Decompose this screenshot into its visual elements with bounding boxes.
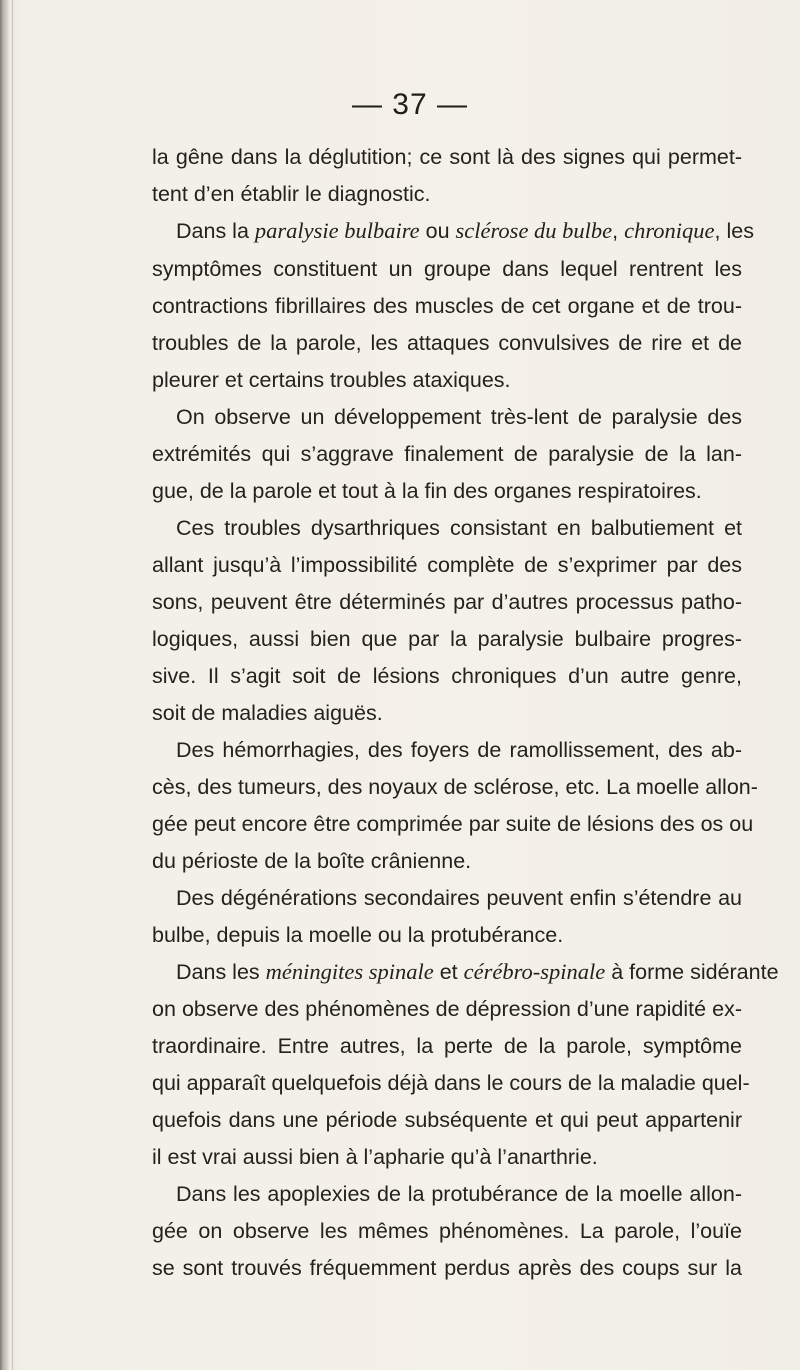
text-line: la gêne dans la déglutition; ce sont là des signes qui permet- xyxy=(152,145,742,169)
text-line: sive. Il s’agit soit de lésions chroniques d’un autre genre, xyxy=(152,664,742,688)
text-line: soit de maladies aiguës. xyxy=(152,701,383,725)
text-line: gée peut encore être comprimée par suite de lésions des os ou xyxy=(152,812,754,836)
text-line: du périoste de la boîte crânienne. xyxy=(152,849,472,873)
text-line: qui apparaît quelquefois déjà dans le cours de la maladie quel- xyxy=(152,1071,750,1095)
text-line: sons, peuvent être déterminés par d’autres processus patho- xyxy=(152,590,742,614)
text-run: ou xyxy=(419,219,456,243)
text-line: pleurer et certains troubles ataxiques. xyxy=(152,368,511,392)
text-line: Ces troubles dysarthriques consistant en balbutiement et xyxy=(176,516,742,540)
text-line: Des dégénérations secondaires peuvent enfin s’étendre au xyxy=(176,886,742,910)
text-line: symptômes constituent un groupe dans lequel rentrent les xyxy=(152,257,742,281)
text-run: et xyxy=(433,960,464,984)
text-run: Dans la xyxy=(176,219,255,243)
italic-term: méningites spinale xyxy=(265,959,434,984)
text-run: Dans les xyxy=(176,960,266,984)
text-line xyxy=(176,953,779,991)
text-line: allant jusqu’à l’impossibilité complète de s’exprimer par des xyxy=(152,553,742,577)
text-line: quefois dans une période subséquente et qui peut appartenir xyxy=(152,1108,742,1132)
text-line xyxy=(176,212,754,250)
text-line: extrémités qui s’aggrave finalement de paralysie de la lan- xyxy=(152,442,742,466)
text-line: Des hémorrhagies, des foyers de ramollissement, des ab- xyxy=(176,738,742,762)
text-line: On observe un développement très-lent de paralysie des xyxy=(176,405,742,429)
italic-term: cérébro-spinale xyxy=(463,959,606,984)
page-number: — 37 — xyxy=(351,88,469,121)
text-line: cès, des tumeurs, des noyaux de sclérose, etc. La moelle allon- xyxy=(152,775,758,799)
text-line: il est vrai aussi bien à l’apharie qu’à l’anarthrie. xyxy=(152,1145,598,1169)
text-run: , xyxy=(612,219,625,243)
text-line: on observe des phénomènes de dépression d’une rapidité ex- xyxy=(152,997,742,1021)
text-line: gée on observe les mêmes phénomènes. La parole, l’ouïe xyxy=(152,1219,742,1243)
text-line: bulbe, depuis la moelle ou la protubérance. xyxy=(152,923,564,947)
text-line: tent d’en établir le diagnostic. xyxy=(152,182,431,206)
italic-term: chronique xyxy=(624,218,715,243)
text-line: Dans les apoplexies de la protubérance de la moelle allon- xyxy=(176,1182,742,1206)
italic-term: sclérose du bulbe xyxy=(455,218,613,243)
text-line: contractions fibrillaires des muscles de cet organe et de trou- xyxy=(152,294,742,318)
italic-term: paralysie bulbaire xyxy=(254,218,420,243)
text-line: logiques, aussi bien que par la paralysie bulbaire progres- xyxy=(152,627,742,651)
text-line: traordinaire. Entre autres, la perte de la parole, symptôme xyxy=(152,1034,742,1058)
text-line: se sont trouvés fréquemment perdus après des coups sur la xyxy=(152,1256,742,1280)
text-run: , les xyxy=(714,219,754,243)
text-run: à forme sidérante xyxy=(605,960,779,984)
text-line: troubles de la parole, les attaques convulsives de rire et de xyxy=(152,331,742,355)
text-line: gue, de la parole et tout à la fin des organes respiratoires. xyxy=(152,479,702,503)
